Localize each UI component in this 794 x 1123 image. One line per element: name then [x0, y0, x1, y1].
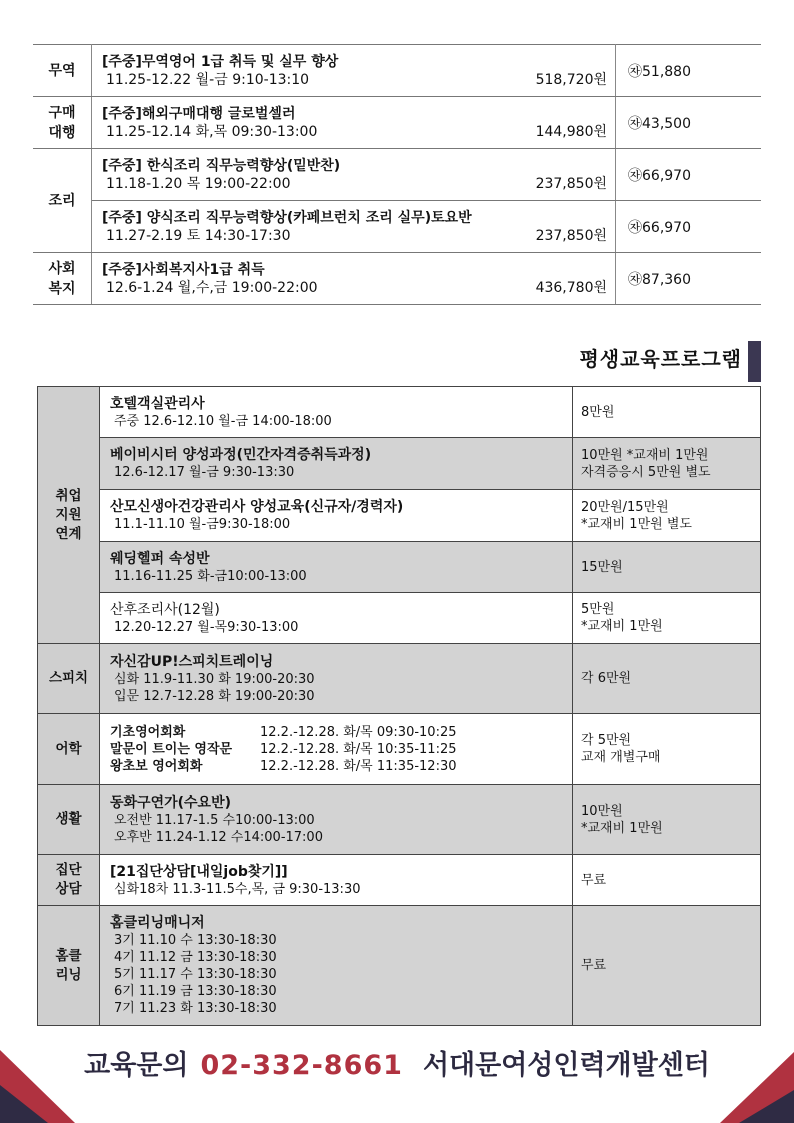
program-fee: [573, 714, 761, 785]
program-title: 산모신생아건강관리사 양성교육(신규자/경력자): [110, 499, 404, 515]
course-schedule: 11.25-12.22 월-금 9:10-13:10: [106, 71, 310, 88]
fee-note: *교재비 1만원: [581, 820, 663, 836]
course-discount: ㉶87,360: [616, 253, 762, 305]
program-title: 베이비시터 양성과정(민간자격증취득과정): [110, 447, 372, 463]
decor-triangle-right-dark: [739, 1090, 794, 1123]
table-row: [33, 253, 761, 305]
course-discount: ㉶51,880: [616, 45, 762, 97]
program-fee: [573, 542, 761, 593]
course-name: 말문이 트이는 영작문: [110, 741, 233, 757]
table-row: [33, 149, 761, 201]
course-title: [주중]해외구매대행 글로벌셀러: [102, 105, 296, 122]
program-schedule: 3기 11.10 수 13:30-18:30: [114, 933, 277, 948]
program-schedule: 6기 11.19 금 13:30-18:30: [114, 984, 277, 999]
course-desc: [92, 45, 616, 97]
program-desc: [100, 906, 573, 1026]
course-schedule: 11.18-1.20 목 19:00-22:00: [106, 175, 291, 192]
program-desc: [100, 593, 573, 644]
course-desc: [92, 253, 616, 305]
program-desc: [100, 438, 573, 490]
course-time: 12.2.-12.28. 화/목 09:30-10:25: [260, 724, 457, 740]
program-schedule: 7기 11.23 화 13:30-18:30: [114, 1001, 277, 1016]
program-title: 산후조리사(12월): [110, 601, 220, 618]
course-name: 기초영어회화: [110, 724, 186, 740]
course-desc: [92, 97, 616, 149]
category-cell: 구매 대행: [33, 97, 92, 149]
table-row: [38, 714, 761, 785]
program-fee: 무료: [573, 906, 761, 1026]
course-title: [주중] 한식조리 직무능력향상(밑반찬): [102, 157, 341, 174]
program-schedule: 12.6-12.17 월-금 9:30-13:30: [114, 465, 295, 480]
program-title: 자신감UP!스피치트레이닝: [110, 653, 274, 670]
fee-line: 5만원: [581, 602, 615, 617]
category-cell: 생활: [38, 785, 100, 855]
category-cell: 무역: [33, 45, 92, 97]
category-cell: 사회 복지: [33, 253, 92, 305]
fee-note: *교재비 1만원 별도: [581, 516, 692, 532]
course-discount: ㉶43,500: [616, 97, 762, 149]
table-row: [38, 785, 761, 855]
course-price: 237,850원: [535, 175, 607, 192]
table-row: [33, 97, 761, 149]
fee-line: 10만원 *교재비 1만원: [581, 447, 709, 463]
program-fee: [573, 785, 761, 855]
contact-label: 교육문의: [84, 1050, 189, 1081]
program-title: 홈클리닝매니저: [110, 915, 205, 931]
fee-line: 10만원: [581, 803, 623, 819]
fee-note: 자격증응시 5만원 별도: [581, 464, 711, 480]
program-schedule: 5기 11.17 수 13:30-18:30: [114, 967, 277, 982]
fee-line: 각 5만원: [581, 733, 632, 748]
program-schedule: 심화18차 11.3-11.5수,목, 금 9:30-13:30: [114, 881, 361, 897]
course-desc: [92, 201, 616, 253]
course-schedule: 12.6-1.24 월,수,금 19:00-22:00: [106, 279, 318, 296]
category-cell: 어학: [38, 714, 100, 785]
table-row: [38, 438, 761, 490]
section-title: 평생교육프로그램: [579, 347, 742, 371]
fee-line: 8만원: [581, 404, 615, 420]
course-time: 12.2.-12.28. 화/목 11:35-12:30: [260, 758, 457, 774]
table-row: [38, 644, 761, 714]
course-discount: ㉶66,970: [616, 149, 762, 201]
category-cell: 취업 지원 연계: [38, 387, 100, 644]
course-desc: [92, 149, 616, 201]
course-title: [주중]무역영어 1급 취득 및 실무 향상: [102, 53, 339, 70]
course-title: [주중]사회복지사1급 취득: [102, 261, 265, 278]
program-schedule: 심화 11.9-11.30 화 19:00-20:30: [114, 671, 315, 687]
fee-note: *교재비 1만원: [581, 619, 663, 634]
course-schedule: 11.27-2.19 토 14:30-17:30: [106, 227, 291, 244]
program-desc: [100, 644, 573, 714]
course-title: [주중] 양식조리 직무능력향상(카페브런치 조리 실무)토요반: [102, 209, 472, 226]
program-fee: 각 6만원: [573, 644, 761, 714]
course-price: 436,780원: [535, 279, 607, 296]
table-row: [38, 906, 761, 1026]
course-discount: ㉶66,970: [616, 201, 762, 253]
category-cell: 집단 상담: [38, 855, 100, 906]
program-desc: [100, 714, 573, 785]
program-fee: [573, 490, 761, 542]
program-desc: [100, 542, 573, 593]
table-row: [38, 542, 761, 593]
program-schedule: 오전반 11.17-1.5 수10:00-13:00: [114, 812, 315, 828]
table-row: [33, 201, 761, 253]
program-schedule: 주중 12.6-12.10 월-금 14:00-18:00: [114, 413, 332, 429]
decor-triangle-left-dark: [0, 1085, 48, 1123]
program-fee: [573, 387, 761, 438]
program-title: 웨딩헬퍼 속성반: [110, 550, 210, 567]
program-schedule: 11.16-11.25 화-금10:00-13:00: [114, 568, 307, 584]
program-desc: [100, 490, 573, 542]
program-schedule: 오후반 11.24-1.12 수14:00-17:00: [114, 829, 323, 845]
program-title: [21집단상담[내일job찾기]]: [110, 863, 288, 880]
table-row: [38, 490, 761, 542]
fee-note: 교재 개별구매: [581, 750, 661, 765]
category-cell: 스피치: [38, 644, 100, 714]
program-desc: [100, 387, 573, 438]
section-title-bar: [748, 341, 761, 382]
program-schedule: 입문 12.7-12.28 화 19:00-20:30: [114, 688, 315, 704]
table-row: [38, 855, 761, 906]
program-schedule: 12.20-12.27 월-목9:30-13:00: [114, 619, 299, 635]
program-schedule: 11.1-11.10 월-금9:30-18:00: [114, 517, 291, 532]
table-row: [38, 387, 761, 438]
program-table: [37, 386, 761, 1026]
contact-line: [0, 1043, 794, 1082]
program-fee: 무료: [573, 855, 761, 906]
category-cell: 조리: [33, 149, 92, 253]
program-desc: [100, 785, 573, 855]
program-fee: [573, 438, 761, 490]
program-fee: [573, 593, 761, 644]
table-row: [38, 593, 761, 644]
fee-line: 20만원/15만원: [581, 499, 669, 515]
program-title: 동화구연가(수요반): [110, 794, 231, 811]
course-name: 왕초보 영어회화: [110, 758, 203, 774]
program-desc: [100, 855, 573, 906]
course-price: 144,980원: [535, 123, 607, 140]
course-table: [33, 44, 761, 305]
course-schedule: 11.25-12.14 화,목 09:30-13:00: [106, 123, 318, 140]
table-row: [33, 45, 761, 97]
contact-phone: 02-332-8661: [200, 1050, 403, 1081]
program-schedule: 4기 11.12 금 13:30-18:30: [114, 950, 277, 965]
fee-line: 15만원: [581, 559, 623, 575]
program-title: 호텔객실관리사: [110, 395, 205, 412]
course-time: 12.2.-12.28. 화/목 10:35-11:25: [260, 741, 457, 757]
course-price: 237,850원: [535, 227, 607, 244]
course-price: 518,720원: [535, 71, 607, 88]
category-cell: 홈클 리닝: [38, 906, 100, 1026]
organization-name: 서대문여성인력개발센터: [422, 1050, 710, 1081]
